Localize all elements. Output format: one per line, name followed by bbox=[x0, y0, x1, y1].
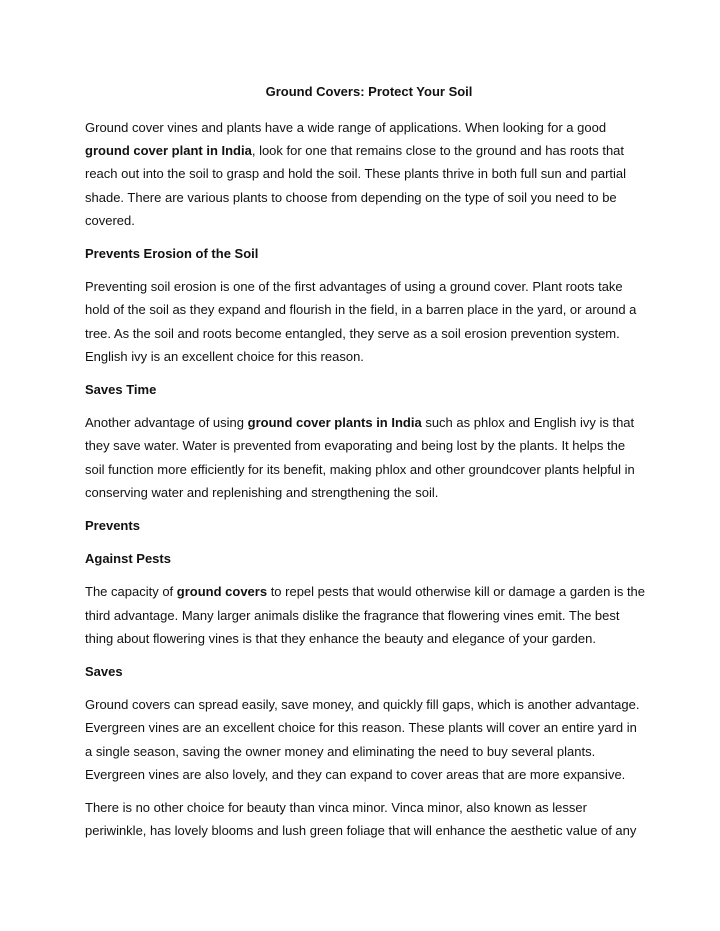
heading-prevents: Prevents bbox=[85, 518, 140, 534]
intro-paragraph bbox=[85, 116, 645, 232]
saves-time-paragraph bbox=[85, 411, 645, 504]
saves-time-keyword: ground cover plants in India bbox=[247, 415, 422, 431]
intro-text-start: Ground cover vines and plants have a wide range of applications. When looking for a good bbox=[85, 120, 607, 135]
pests-keyword: ground covers bbox=[176, 584, 268, 600]
document-title: Ground Covers: Protect Your Soil bbox=[265, 84, 473, 99]
erosion-paragraph: Preventing soil erosion is one of the first advantages of using a ground cover. Plant roots take hold of the soil as they expand and flourish in the field, in a barren place in the yard, or around a tree. As the soil and roots become entangled, they serve as a soil erosion prevention system. English ivy is an excellent choice for this reason. bbox=[85, 279, 637, 364]
heading-saves-time: Saves Time bbox=[85, 382, 157, 398]
intro-keyword: ground cover plant in India bbox=[85, 143, 252, 159]
document-page bbox=[85, 84, 645, 852]
saves-time-text-start: Another advantage of using bbox=[85, 415, 248, 431]
pests-text-start: The capacity of bbox=[85, 584, 177, 600]
pests-paragraph bbox=[85, 580, 645, 650]
saves-time-text-end: such as phlox and English ivy is that they save water. Water is prevented from evaporating and being lost by the plants. It helps the soil function more efficiently for its benefit, making phlox and other groundcover plants helpful in conserving water and replenishing and strengthening the soil. bbox=[85, 415, 635, 500]
saves-paragraph: Ground covers can spread easily, save money, and quickly fill gaps, which is another advantage. Evergreen vines are an excellent choice for this reason. These plants will cover an entire yard in a single season, saving the owner money and eliminating the need to buy several plants. Evergreen vines are also lovely, and they can expand to cover areas that are more expansive. bbox=[85, 697, 640, 782]
heading-saves: Saves bbox=[85, 664, 123, 680]
intro-text-end: , look for one that remains close to the ground and has roots that reach out into the soil to grasp and hold the soil. These plants thrive in both full sun and partial shade. There are various plants to choose from depending on the type of soil you need to be covered. bbox=[85, 143, 627, 228]
closing-paragraph: There is no other choice for beauty than vinca minor. Vinca minor, also known as lesser periwinkle, has lovely blooms and lush green foliage that will enhance the aesthetic value of any bbox=[85, 800, 637, 839]
heading-against-pests: Against Pests bbox=[85, 551, 171, 567]
pests-text-end: to repel pests that would otherwise kill or damage a garden is the third advantage. Many larger animals dislike the fragrance that flowering vines emit. The best thing about flowering vines is that they enhance the beauty and elegance of your garden. bbox=[85, 584, 646, 646]
heading-prevents-erosion: Prevents Erosion of the Soil bbox=[85, 246, 259, 262]
